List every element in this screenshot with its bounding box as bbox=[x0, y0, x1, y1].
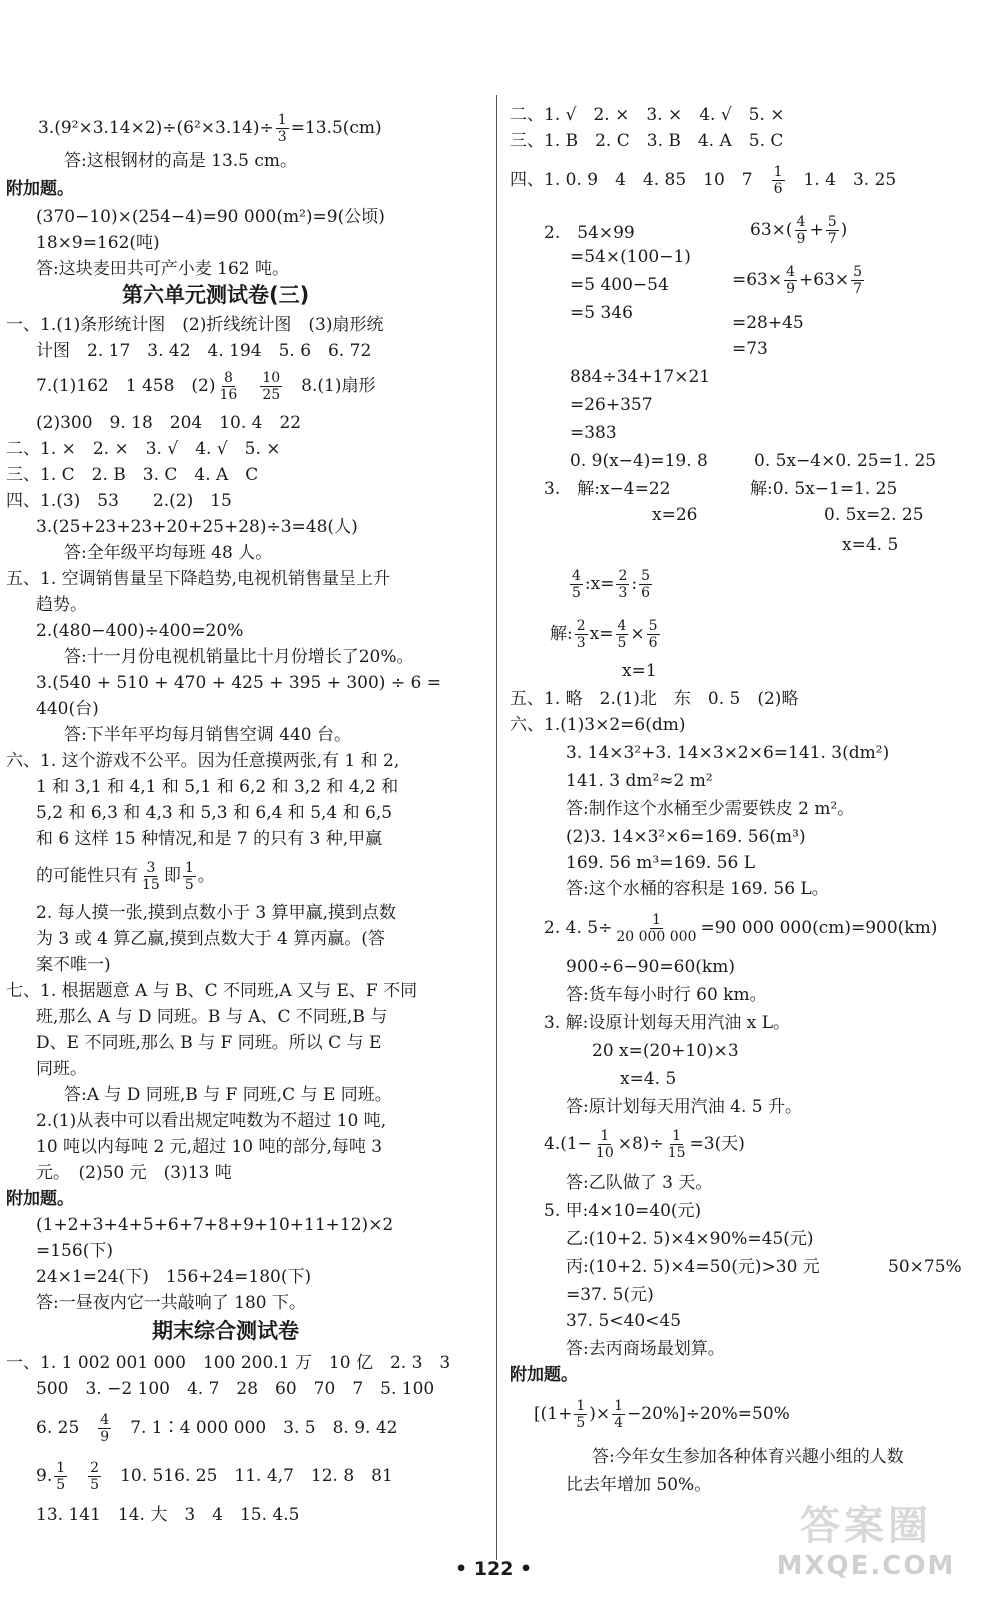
section-label: 附加题。 bbox=[510, 1365, 578, 1385]
answer-line: 6. 25 $\frac{4}{9}$ 7. 1∶4 000 000 3. 5 8. 9. 42 bbox=[36, 1412, 398, 1445]
answer-line: =156(下) bbox=[36, 1241, 113, 1261]
answer-line: 3. 解:设原计划每天用汽油 x L。 bbox=[544, 1013, 791, 1033]
answer-line: =54×(100−1) bbox=[570, 247, 691, 267]
answer-line: 答:一昼夜内它一共敲响了 180 下。 bbox=[36, 1293, 306, 1313]
answer-line: 五、1. 空调销售量呈下降趋势,电视机销售量呈上升 bbox=[6, 569, 391, 589]
answer-line: 2. 54×99 bbox=[544, 223, 635, 243]
answer-line: 50×75% bbox=[888, 1257, 962, 1277]
answer-line: 2.(1)从表中可以看出规定吨数为不超过 10 吨, bbox=[36, 1111, 387, 1131]
answer-line: 答:十一月份电视机销量比十月份增长了20%。 bbox=[64, 647, 414, 667]
watermark-line-2: MXQE.COM bbox=[776, 1550, 956, 1581]
answer-line: 解:0. 5x−1=1. 25 bbox=[750, 479, 898, 499]
answer-line: 答:制作这个水桶至少需要铁皮 2 m²。 bbox=[566, 799, 855, 819]
answer-line: 答:去丙商场最划算。 bbox=[566, 1339, 725, 1359]
answer-line: 四、1.(3) 53 2.(2) 15 bbox=[6, 491, 232, 511]
section-label: 附加题。 bbox=[6, 179, 74, 199]
answer-line: 六、1.(1)3×2=6(dm) bbox=[510, 715, 686, 735]
answer-line: 4.(1− $\frac{1}{10}$ ×8)÷ $\frac{1}{15}$ =3(天) bbox=[544, 1128, 745, 1161]
answer-line: 的可能性只有 $\frac{3}{15}$ 即 $\frac{1}{5}$ 。 bbox=[36, 860, 215, 893]
answer-line: 趋势。 bbox=[36, 595, 87, 615]
answer-line: (2)300 9. 18 204 10. 4 22 bbox=[36, 413, 302, 433]
watermark-logo bbox=[756, 1492, 976, 1582]
answer-line: 5,2 和 6,3 和 4,3 和 5,3 和 6,4 和 5,4 和 6,5 bbox=[36, 803, 393, 823]
answer-line: (1+2+3+4+5+6+7+8+9+10+11+12)×2 bbox=[36, 1215, 394, 1235]
answer-line: 2. 4. 5÷ $\frac{1}{20 000 000}$ =90 000 000(cm)=900(km) bbox=[544, 912, 938, 945]
answer-line: 37. 5<40<45 bbox=[566, 1311, 682, 1331]
answer-line: 一、1. 1 002 001 000 100 200.1 万 10 亿 2. 3 3 bbox=[6, 1353, 451, 1373]
answer-line: 解: $\frac{2}{3}$ x= $\frac{4}{5}$ × $\frac{5}{6}$ bbox=[550, 618, 658, 651]
answer-line: =26+357 bbox=[570, 395, 653, 415]
answer-line: 3. 14×3²+3. 14×3×2×6=141. 3(dm²) bbox=[566, 743, 890, 763]
answer-line: 四、1. 0. 9 4 4. 85 10 7 $\frac{1}{6}$ 1. 4 3. 25 bbox=[510, 164, 897, 197]
answer-line: 答:原计划每天用汽油 4. 5 升。 bbox=[566, 1097, 802, 1117]
answer-line: 六、1. 这个游戏不公平。因为任意摸两张,有 1 和 2, bbox=[6, 751, 400, 771]
answer-line: 和 6 这样 15 种情况,和是 7 的只有 3 种,甲赢 bbox=[36, 829, 383, 849]
answer-line: [(1+ $\frac{1}{5}$ )× $\frac{1}{4}$ −20%]÷20%=50% bbox=[534, 1398, 790, 1431]
column-divider bbox=[496, 95, 497, 1560]
answer-line: 比去年增加 50%。 bbox=[566, 1475, 712, 1495]
answer-line: 案不唯一) bbox=[36, 955, 111, 975]
answer-line: $\frac{4}{5}$ :x= $\frac{2}{3}$ : $\frac{5}{6}$ bbox=[572, 568, 651, 601]
answer-line: 169. 56 m³=169. 56 L bbox=[566, 853, 756, 873]
answer-line: 班,那么 A 与 D 同班。B 与 A、C 不同班,B 与 bbox=[36, 1007, 388, 1027]
answer-line: 一、1.(1)条形统计图 (2)折线统计图 (3)扇形统 bbox=[6, 315, 384, 335]
answer-line: 元。 (2)50 元 (3)13 吨 bbox=[36, 1163, 232, 1183]
answer-line: 乙:(10+2. 5)×4×90%=45(元) bbox=[566, 1229, 814, 1249]
answer-line: 10 吨以内每吨 2 元,超过 10 吨的部分,每吨 3 bbox=[36, 1137, 383, 1157]
answer-line: =383 bbox=[570, 423, 617, 443]
answer-line: 答:这块麦田共可产小麦 162 吨。 bbox=[36, 259, 289, 279]
section-title: 第六单元测试卷(三) bbox=[122, 283, 310, 307]
watermark-line-1: 答案圈 bbox=[800, 1502, 932, 1549]
answer-line: 24×1=24(下) 156+24=180(下) bbox=[36, 1267, 312, 1287]
answer-line: 三、1. B 2. C 3. B 4. A 5. C bbox=[510, 131, 784, 151]
answer-line: 1 和 3,1 和 4,1 和 5,1 和 6,2 和 3,2 和 4,2 和 bbox=[36, 777, 399, 797]
answer-line: x=4. 5 bbox=[842, 535, 899, 555]
answer-line: =73 bbox=[732, 339, 768, 359]
answer-line: 答:这根钢材的高是 13.5 cm。 bbox=[64, 151, 298, 171]
answer-line: 为 3 或 4 算乙赢,摸到点数大于 4 算丙赢。(答 bbox=[36, 929, 385, 949]
answer-line: 0. 5x=2. 25 bbox=[824, 505, 924, 525]
answer-line: 答:货车每小时行 60 km。 bbox=[566, 985, 767, 1005]
answer-line: 二、1. × 2. × 3. √ 4. √ 5. × bbox=[6, 439, 281, 459]
answer-line: 五、1. 略 2.(1)北 东 0. 5 (2)略 bbox=[510, 689, 799, 709]
answer-line: 0. 5x−4×0. 25=1. 25 bbox=[754, 451, 937, 471]
answer-line: =63× $\frac{4}{9}$ +63× $\frac{5}{7}$ bbox=[732, 264, 863, 297]
answer-line: 2.(480−400)÷400=20% bbox=[36, 621, 244, 641]
answer-line: 5. 甲:4×10=40(元) bbox=[544, 1201, 702, 1221]
answer-line: 7.(1)162 1 458 (2) $\frac{8}{16}$ $\frac{10}{25}$ 8.(1)扇形 bbox=[36, 370, 376, 403]
answer-line: =28+45 bbox=[732, 313, 804, 333]
answer-line: 二、1. √ 2. × 3. × 4. √ 5. × bbox=[510, 105, 785, 125]
answer-line: 884÷34+17×21 bbox=[570, 367, 711, 387]
answer-line: 3.(9²×3.14×2)÷(6²×3.14)÷ $\frac{1}{3}$ =13.5(cm) bbox=[38, 112, 382, 145]
answer-line: x=1 bbox=[622, 661, 657, 681]
page-number: • 122 • bbox=[455, 1558, 533, 1580]
answer-line: 同班。 bbox=[36, 1059, 87, 1079]
section-label: 附加题。 bbox=[6, 1189, 74, 1209]
answer-line: 答:今年女生参加各种体育兴趣小组的人数 bbox=[592, 1447, 904, 1467]
answer-line: 9. $\frac{1}{5}$ $\frac{2}{5}$ 10. 516. 25 11. 4,7 12. 8 81 bbox=[36, 1460, 393, 1493]
answer-line: (370−10)×(254−4)=90 000(m²)=9(公顷) bbox=[36, 207, 385, 227]
answer-line: 500 3. −2 100 4. 7 28 60 70 7 5. 100 bbox=[36, 1379, 435, 1399]
answer-line: x=4. 5 bbox=[620, 1069, 677, 1089]
answer-line: =5 346 bbox=[570, 303, 633, 323]
answer-line: =37. 5(元) bbox=[566, 1285, 654, 1305]
answer-line: 3. 解:x−4=22 bbox=[544, 479, 671, 499]
answer-line: 900÷6−90=60(km) bbox=[566, 957, 735, 977]
answer-line: 20 x=(20+10)×3 bbox=[592, 1041, 739, 1061]
section-title: 期末综合测试卷 bbox=[152, 1319, 299, 1343]
answer-line: 63×( $\frac{4}{9}$ + $\frac{5}{7}$ ) bbox=[750, 214, 848, 247]
answer-line: 440(台) bbox=[36, 699, 99, 719]
answer-line: (2)3. 14×3²×6=169. 56(m³) bbox=[566, 827, 806, 847]
answer-line: 答:下半年平均每月销售空调 440 台。 bbox=[64, 725, 351, 745]
answer-line: 18×9=162(吨) bbox=[36, 233, 160, 253]
answer-line: 0. 9(x−4)=19. 8 bbox=[570, 451, 708, 471]
answer-line: 答:A 与 D 同班,B 与 F 同班,C 与 E 同班。 bbox=[64, 1085, 392, 1105]
answer-line: x=26 bbox=[652, 505, 698, 525]
answer-line: 2. 每人摸一张,摸到点数小于 3 算甲赢,摸到点数 bbox=[36, 903, 397, 923]
answer-line: 3.(25+23+23+20+25+28)÷3=48(人) bbox=[36, 517, 358, 537]
answer-line: 141. 3 dm²≈2 m² bbox=[566, 771, 713, 791]
answer-line: 13. 141 14. 大 3 4 15. 4.5 bbox=[36, 1505, 300, 1525]
answer-line: 丙:(10+2. 5)×4=50(元)>30 元 bbox=[566, 1257, 820, 1277]
answer-line: 答:乙队做了 3 天。 bbox=[566, 1173, 713, 1193]
answer-line: 计图 2. 17 3. 42 4. 194 5. 6 6. 72 bbox=[36, 341, 372, 361]
answer-line: 3.(540 + 510 + 470 + 425 + 395 + 300) ÷ 6 = bbox=[36, 673, 441, 693]
answer-line: D、E 不同班,那么 B 与 F 同班。所以 C 与 E bbox=[36, 1033, 382, 1053]
answer-line: 三、1. C 2. B 3. C 4. A C bbox=[6, 465, 259, 485]
answer-line: =5 400−54 bbox=[570, 275, 669, 295]
answer-line: 七、1. 根据题意 A 与 B、C 不同班,A 又与 E、F 不同 bbox=[6, 981, 418, 1001]
answer-line: 答:全年级平均每班 48 人。 bbox=[64, 543, 273, 563]
answer-line: 答:这个水桶的容积是 169. 56 L。 bbox=[566, 879, 829, 899]
